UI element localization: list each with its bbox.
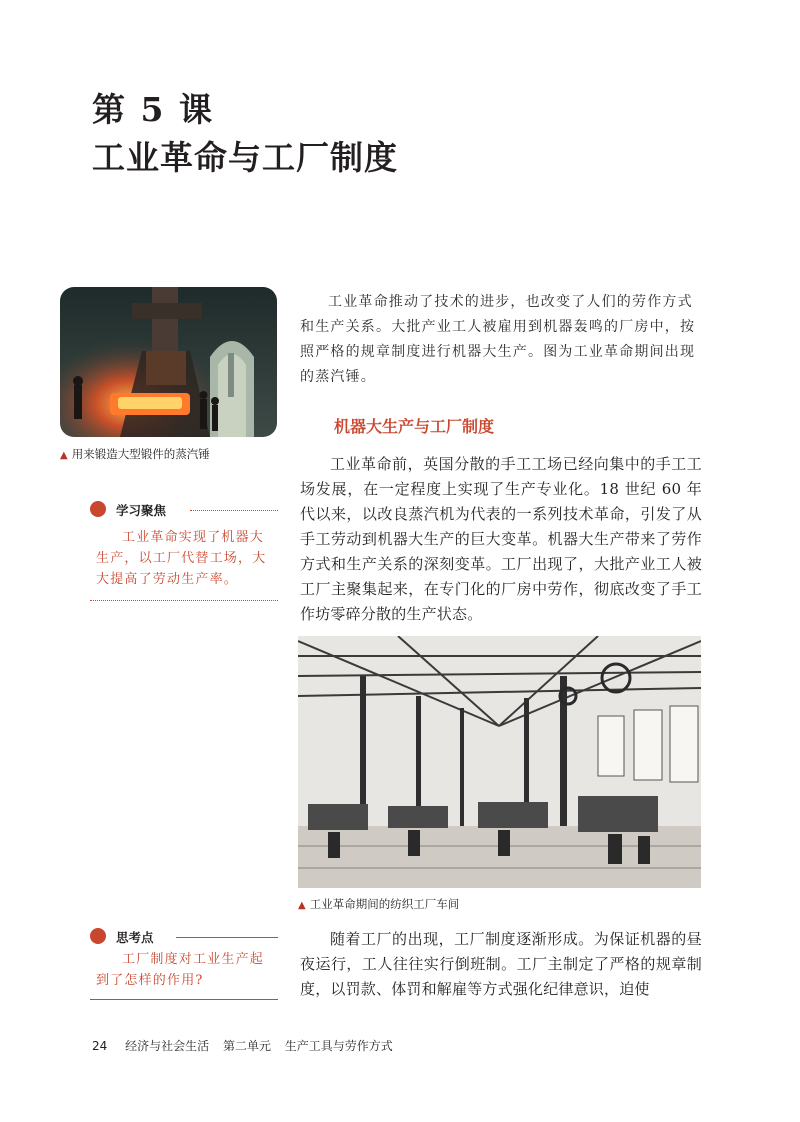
steam-hammer-photo — [60, 287, 277, 437]
think-text: 工厂制度对工业生产起到了怎样的作用? — [96, 952, 265, 988]
unit-name: 第二单元 — [222, 1039, 271, 1053]
focus-header — [90, 500, 278, 520]
triangle-marker-icon: ▲ — [298, 900, 306, 911]
body-paragraph: 随着工厂的出现，工厂制度逐渐形成。为保证机器的昼夜运行，工人往往实行倒班制。工厂主制定了严格的规章制度，以罚款、体罚和解雇等方式强化纪律意识，迫使 — [300, 930, 702, 998]
book-title: 经济与社会生活 — [125, 1039, 210, 1053]
textile-factory-photo — [298, 636, 701, 888]
figure-caption: ▲ 用来锻造大型锻件的蒸汽锤 — [60, 447, 210, 461]
think-label: 思考点 — [116, 930, 154, 945]
body-paragraph: 工业革命前，英国分散的手工工场已经向集中的手工工场发展，在一定程度上实现了生产专业化。18 世纪 60 年代以来，以改良蒸汽机为代表的一系列技术革命，引发了从手工劳动到机器大生产的巨大变革。机器大生产带来了劳作方式和生产关系的深刻变革。工厂出现了，大批产业工人被工厂主聚集起来，在专门化的厂房中劳作，彻底改变了手工作坊零碎分散的生产状态。 — [300, 455, 702, 623]
unit-title: 生产工具与劳作方式 — [284, 1039, 393, 1053]
focus-text: 工业革命实现了机器大生产，以工厂代替工场，大大提高了劳动生产率。 — [96, 530, 267, 587]
page-footer — [92, 1037, 393, 1054]
lesson-title: 工业革命与工厂制度 — [92, 138, 398, 177]
think-box — [90, 927, 278, 1000]
lesson-number: 第 5 课 — [92, 90, 214, 129]
section-heading: 机器大生产与工厂制度 — [334, 417, 495, 436]
intro-paragraph: 工业革命推动了技术的进步，也改变了人们的劳作方式和生产关系。大批产业工人被雇用到机器轰鸣的厂房中，按照严格的规章制度进行机器大生产。图为工业革命期间出现的蒸汽锤。 — [300, 294, 696, 385]
divider — [190, 510, 278, 511]
question-icon — [90, 928, 106, 944]
triangle-marker-icon: ▲ — [60, 450, 68, 461]
page-number: 24 — [92, 1039, 108, 1053]
think-header — [90, 927, 278, 947]
flower-icon — [90, 501, 106, 517]
focus-label: 学习聚焦 — [116, 503, 167, 518]
figure-caption: ▲ 工业革命期间的纺织工厂车间 — [298, 897, 460, 911]
focus-box — [90, 500, 278, 601]
divider — [176, 937, 278, 938]
